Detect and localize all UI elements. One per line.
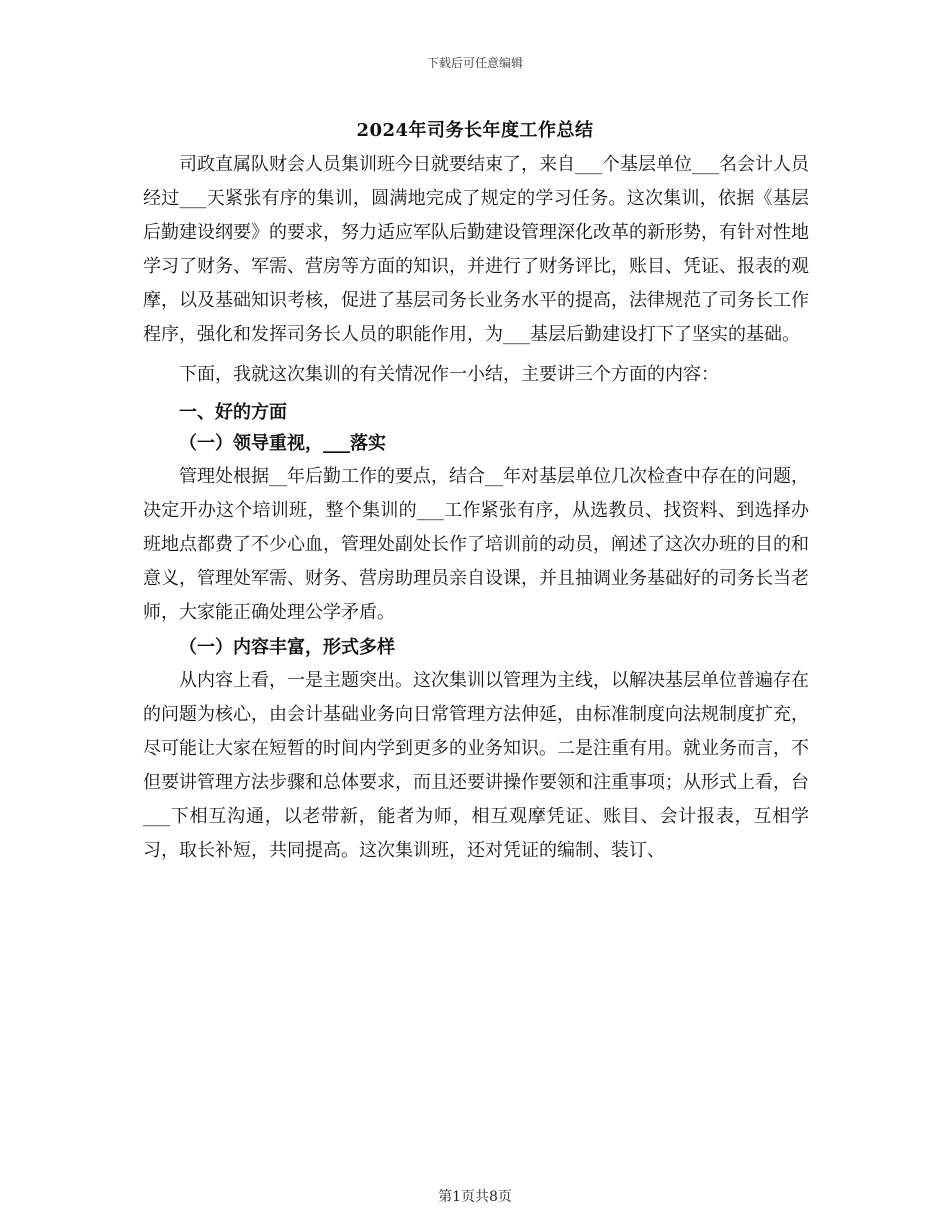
document-title: 2024年司务长年度工作总结 [356, 120, 594, 141]
paragraph-intro: 司政直属队财会人员集训班今日就要结束了，来自___个基层单位___名会计人员经过___天紧张有序的集训，圆满地完成了规定的学习任务。这次集训，依据《基层后勤建设纲要》的要求，努力适应军队后勤建设管理深化改革的新形势，有针对性地学习了财务、军需、营房等方面的知识，并进行了财务评比，账目、凭证、报表的观摩，以及基础知识考核，促进了基层司务长业务水平的提高，法律规范了司务长工作程序，强化和发挥司务长人员的职能作用，为___基层后勤建设打下了坚实的基础。 [143, 154, 809, 345]
subsection-heading-leadership: （一）领导重视，___落实 [179, 433, 386, 454]
paragraph-overview: 下面，我就这次集训的有关情况作一小结，主要讲三个方面的内容： [179, 364, 719, 385]
paragraph-leadership: 管理处根据__年后勤工作的要点，结合__年对基层单位几次检查中存在的问题，决定开办这个培训班，整个集训的___工作紧张有序，从选教员、找资料、到选择办班地点都费了不少心血，管理处副处长作了培训前的动员，阐述了这次办班的目的和意义，管理处军需、财务、营房助理员亲自设课，并且抽调业务基础好的司务长当老师，大家能正确处理公学矛盾。 [143, 466, 809, 623]
page-footer: 第1页共8页 [438, 1189, 512, 1205]
paragraph-content: 从内容上看，一是主题突出。这次集训以管理为主线，以解决基层单位普遍存在的问题为核心，由会计基础业务向日常管理方法伸延，由标准制度向法规制度扩充，尽可能让大家在短暂的时间内学到更多的业务知识。二是注重有用。就业务而言，不但要讲管理方法步骤和总体要求，而且还要讲操作要领和注重事项；从形式上看，台___下相互沟通，以老带新，能者为师，相互观摩凭证、账目、会计报表，互相学习，取长补短，共同提高。这次集训班，还对凭证的编制、装订、 [143, 670, 809, 861]
document-body [143, 148, 809, 868]
subsection-heading-content: （一）内容丰富，形式多样 [179, 637, 395, 658]
section-heading-good-aspects: 一、好的方面 [179, 402, 287, 423]
page-header: 下载后可任意编辑 [426, 56, 523, 70]
